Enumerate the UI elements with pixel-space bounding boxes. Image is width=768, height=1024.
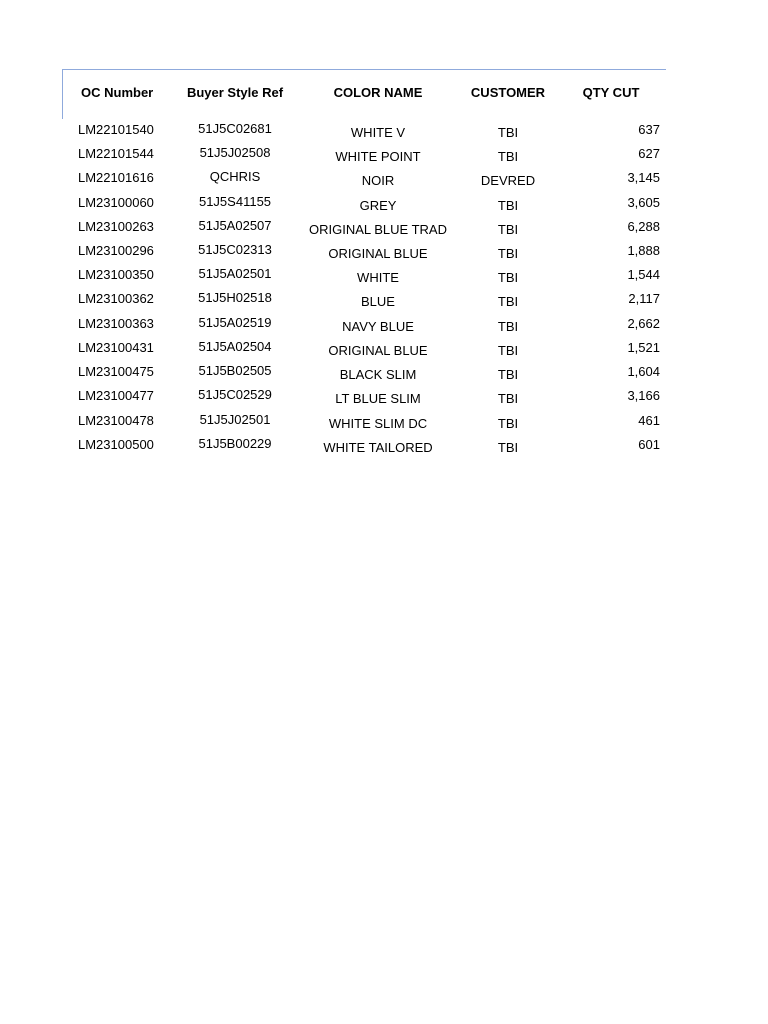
oc-number-cell[interactable]: LM23100363: [78, 316, 154, 331]
color-name-cell[interactable]: NOIR: [361, 173, 395, 188]
oc-number-cell[interactable]: LM23100263: [78, 219, 154, 234]
customer-cell[interactable]: TBI: [497, 416, 519, 431]
customer-cell[interactable]: TBI: [497, 246, 519, 261]
header-oc-number[interactable]: OC Number: [81, 85, 154, 100]
buyer-style-ref-cell[interactable]: 51J5J02501: [199, 412, 271, 427]
oc-number-cell[interactable]: LM23100362: [78, 291, 154, 306]
buyer-style-ref-cell[interactable]: 51J5H02518: [198, 290, 272, 305]
oc-number-cell[interactable]: LM23100478: [78, 413, 154, 428]
buyer-style-ref-cell[interactable]: QCHRIS: [209, 169, 261, 184]
oc-number-cell[interactable]: LM23100475: [78, 364, 154, 379]
qty-cut-cell[interactable]: 3,605: [627, 195, 660, 210]
buyer-style-ref-cell[interactable]: 51J5S41155: [198, 194, 272, 209]
oc-number-cell[interactable]: LM22101540: [78, 122, 154, 137]
buyer-style-ref-cell[interactable]: 51J5C02681: [198, 121, 272, 136]
oc-number-cell[interactable]: LM23100060: [78, 195, 154, 210]
oc-number-cell[interactable]: LM23100350: [78, 267, 154, 282]
qty-cut-cell[interactable]: 2,117: [628, 291, 660, 306]
buyer-style-ref-cell[interactable]: 51J5J02508: [199, 145, 271, 160]
buyer-style-ref-cell[interactable]: 51J5C02529: [198, 387, 272, 402]
buyer-style-ref-cell[interactable]: 51J5A02519: [198, 315, 272, 330]
color-name-cell[interactable]: LT BLUE SLIM: [335, 391, 421, 406]
oc-number-cell[interactable]: LM22101544: [78, 146, 154, 161]
customer-cell[interactable]: TBI: [497, 343, 519, 358]
color-name-cell[interactable]: BLUE: [361, 294, 395, 309]
color-name-cell[interactable]: ORIGINAL BLUE: [328, 246, 428, 261]
color-name-cell[interactable]: ORIGINAL BLUE TRAD: [309, 222, 447, 237]
buyer-style-ref-cell[interactable]: 51J5A02507: [198, 218, 272, 233]
qty-cut-cell[interactable]: 2,662: [627, 316, 660, 331]
color-name-cell[interactable]: WHITE: [357, 270, 399, 285]
customer-cell[interactable]: TBI: [497, 367, 519, 382]
color-name-cell[interactable]: WHITE TAILORED: [323, 440, 433, 455]
buyer-style-ref-cell[interactable]: 51J5A02504: [198, 339, 272, 354]
header-qty-cut[interactable]: QTY CUT: [582, 85, 640, 100]
qty-cut-cell[interactable]: 627: [638, 146, 660, 161]
qty-cut-cell[interactable]: 1,604: [627, 364, 660, 379]
qty-cut-cell[interactable]: 3,145: [627, 170, 660, 185]
qty-cut-cell[interactable]: 6,288: [627, 219, 660, 234]
color-name-cell[interactable]: WHITE POINT: [335, 149, 421, 164]
header-color-name[interactable]: COLOR NAME: [333, 85, 423, 100]
qty-cut-cell[interactable]: 1,888: [627, 243, 660, 258]
color-name-cell[interactable]: WHITE SLIM DC: [328, 416, 428, 431]
customer-cell[interactable]: TBI: [497, 391, 519, 406]
color-name-cell[interactable]: GREY: [359, 198, 397, 213]
color-name-cell[interactable]: WHITE V: [350, 125, 406, 140]
buyer-style-ref-cell[interactable]: 51J5B00229: [198, 436, 272, 451]
oc-number-cell[interactable]: LM23100296: [78, 243, 154, 258]
customer-cell[interactable]: TBI: [497, 198, 519, 213]
customer-cell[interactable]: TBI: [497, 125, 519, 140]
customer-cell[interactable]: TBI: [497, 319, 519, 334]
buyer-style-ref-cell[interactable]: 51J5C02313: [198, 242, 272, 257]
customer-cell[interactable]: DEVRED: [480, 173, 536, 188]
oc-number-cell[interactable]: LM23100477: [78, 388, 154, 403]
color-name-cell[interactable]: BLACK SLIM: [339, 367, 417, 382]
customer-cell[interactable]: TBI: [497, 270, 519, 285]
oc-number-cell[interactable]: LM23100500: [78, 437, 154, 452]
qty-cut-cell[interactable]: 461: [638, 413, 660, 428]
color-name-cell[interactable]: ORIGINAL BLUE: [328, 343, 428, 358]
customer-cell[interactable]: TBI: [497, 222, 519, 237]
header-buyer-style-ref[interactable]: Buyer Style Ref: [186, 85, 284, 100]
buyer-style-ref-cell[interactable]: 51J5A02501: [198, 266, 272, 281]
qty-cut-cell[interactable]: 601: [638, 437, 660, 452]
color-name-cell[interactable]: NAVY BLUE: [342, 319, 414, 334]
qty-cut-cell[interactable]: 3,166: [627, 388, 660, 403]
header-customer[interactable]: CUSTOMER: [470, 85, 546, 100]
customer-cell[interactable]: TBI: [497, 149, 519, 164]
customer-cell[interactable]: TBI: [497, 440, 519, 455]
qty-cut-cell[interactable]: 1,544: [627, 267, 660, 282]
customer-cell[interactable]: TBI: [497, 294, 519, 309]
buyer-style-ref-cell[interactable]: 51J5B02505: [198, 363, 272, 378]
qty-cut-cell[interactable]: 637: [638, 122, 660, 137]
qty-cut-cell[interactable]: 1,521: [627, 340, 660, 355]
oc-number-cell[interactable]: LM23100431: [78, 340, 154, 355]
oc-number-cell[interactable]: LM22101616: [78, 170, 154, 185]
